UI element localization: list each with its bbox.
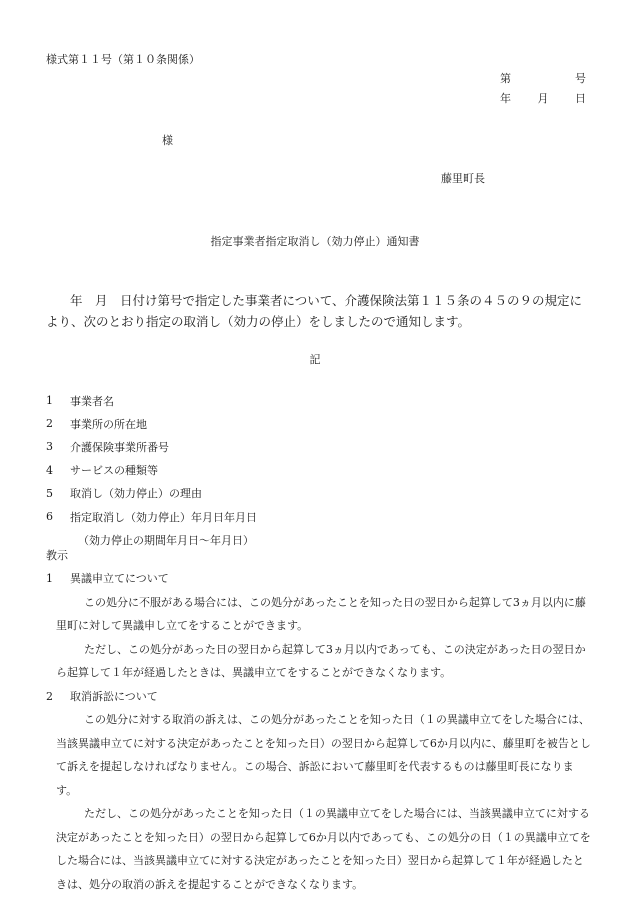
issuer-name: 藤里町長 [441, 172, 485, 185]
list-item [46, 389, 257, 412]
item-label: 事業者名 [70, 394, 114, 408]
item-number: 5 [46, 486, 53, 500]
item-number: 6 [46, 510, 53, 524]
list-item [46, 505, 257, 528]
section-title: 取消訴訟について [70, 689, 158, 703]
date-day: 日 [575, 92, 586, 105]
section-title: 異議申立てについて [70, 572, 169, 585]
item-label: サービスの種類等 [70, 464, 158, 478]
item-number: 2 [46, 417, 53, 431]
ki-marker: 記 [309, 353, 321, 366]
list-item [46, 459, 257, 482]
document-number-suffix: 号 [575, 72, 586, 85]
item-number: 1 [46, 394, 53, 408]
section-paragraph: この処分に不服がある場合には、この処分があったことを知った日の翌日から起算して3ヵ月以内に藤里町に対して異議申し立てをすることができます。 [56, 595, 586, 632]
item-number: 3 [46, 440, 53, 454]
addressee-honorific: 様 [162, 134, 173, 147]
section-paragraph: ただし、この処分があった日の翌日から起算して3ヵ月以内であっても、この決定があった日の翌日から起算して１年が経過したときは、異議申立てをすることができなくなります。 [56, 642, 586, 679]
form-number: 様式第１１号（第１０条関係） [46, 53, 200, 66]
section-number: 2 [46, 689, 53, 703]
list-item [46, 435, 257, 458]
item-list [46, 389, 257, 551]
document-date-line [500, 90, 586, 110]
document-title: 指定事業者指定取消し（効力停止）通知書 [210, 235, 420, 248]
date-month: 月 [537, 92, 549, 105]
section-number: 1 [46, 572, 53, 585]
item-label: 介護保険事業所番号 [70, 440, 169, 454]
list-item [46, 482, 257, 505]
body-text: 年 月 日付け第号で指定した事業者について、介護保険法第１１５条の４５の９の規定により、次のとおり指定の取消し（効力の停止）をしましたので通知します。 [46, 293, 583, 329]
item-label: 取消し（効力停止）の理由 [70, 487, 202, 501]
document-number-block [500, 70, 586, 110]
document-number-prefix: 第 [500, 72, 511, 85]
notice-section-heading [46, 685, 594, 709]
notice-section [46, 567, 594, 896]
date-year: 年 [500, 92, 511, 105]
item-label: 事業所の所在地 [70, 417, 147, 431]
item-label: 指定取消し（効力停止）年月日年月日 [70, 510, 257, 524]
body-paragraph [46, 290, 591, 332]
section-paragraph: この処分に対する取消の訴えは、この処分があったことを知った日（１の異議申立てをした場合には、当該異議申立てに対する決定があったことを知った日）の翌日から起算して6か月以内に、藤里町を被告として訴えを提起しなければなりません。この場合、訴訟において藤里町を代表するものは藤里町長になります。 [56, 713, 591, 797]
item-number: 4 [46, 463, 53, 477]
notice-section-heading [46, 567, 594, 591]
notice-heading: 教示 [46, 549, 68, 562]
document-number-line [500, 70, 586, 90]
list-item [46, 412, 257, 435]
section-paragraph: ただし、この処分があったことを知った日（１の異議申立てをした場合には、当該異議申立てに対する決定があったことを知った日）の翌日から起算して6か月以内であっても、この処分の日（１の異議申立てをした場合には、当該異議申立てに対する決定があったことを知った日）翌日から起算して１年が経過したときは、処分の取消の訴えを提起することができなくなります。 [56, 807, 591, 891]
item-sub-note: （効力停止の期間年月日～年月日） [78, 533, 254, 547]
